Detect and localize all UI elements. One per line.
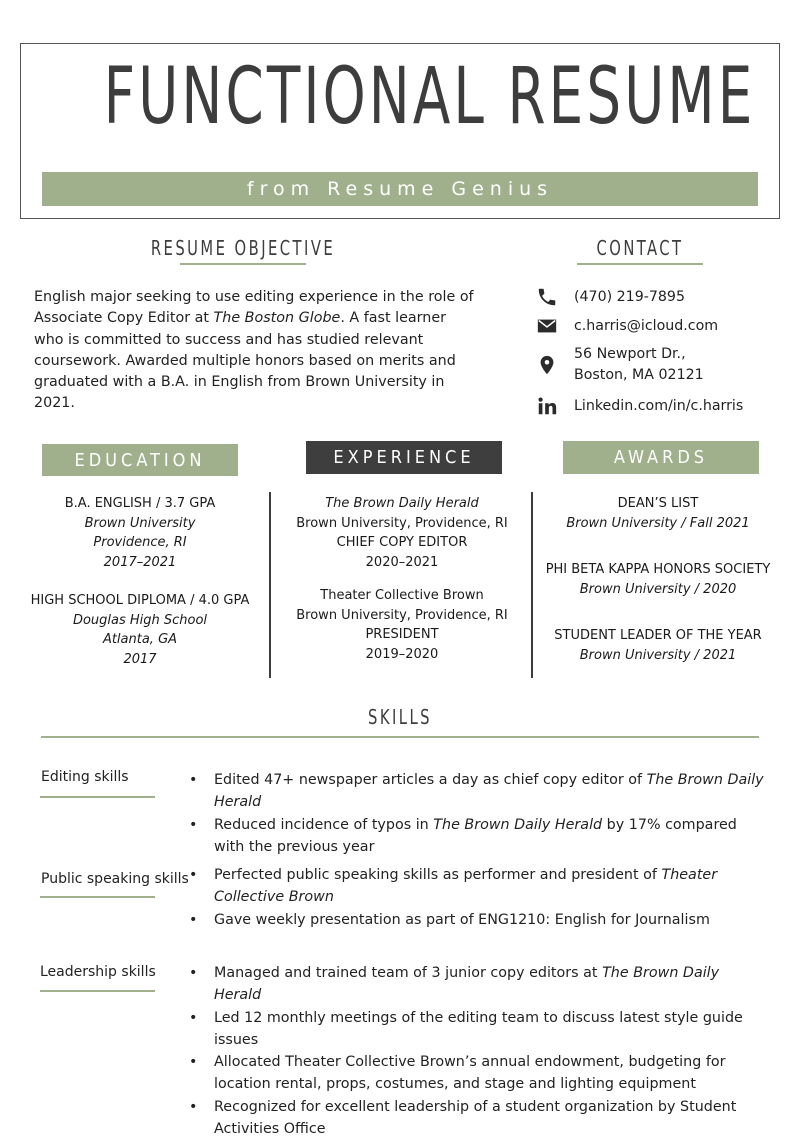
contact-address: 56 Newport Dr., Boston, MA 02121 [574,346,704,383]
education-banner [42,444,238,476]
awards-banner [563,441,759,474]
award-entry: DEAN’S LIST Brown University / Fall 2021 [566,496,750,531]
list-item: • Gave weekly presentation as part of ENG1210: English for Journalism [187,909,767,931]
awards-list [540,494,776,684]
contact-email: c.harris@icloud.com [574,318,719,334]
list-item: • Reduced incidence of typos in The Brown Daily Herald by 17% compared with the previous year [187,814,767,859]
experience-entry: Theater Collective Brown Brown University, Providence, RI PRESIDENT 2019–2020 [296,588,508,662]
editing-skills-list [187,769,767,858]
phone-icon [536,286,558,308]
list-item: • Led 12 monthly meetings of the editing team to discuss latest style guide issues [187,1007,767,1052]
list-item: • Perfected public speaking skills as performer and president of Theater Collective Brown [187,864,767,909]
skills-heading: SKILLS [368,705,432,729]
contact-address-row [536,343,786,387]
contact-heading: CONTACT [596,236,684,260]
resume-subtitle: from Resume Genius [246,178,554,200]
skill-label-rule [40,796,155,798]
objective-text: English major seeking to use editing experience in the role of Associate Copy Editor at The Boston Globe. A fast learner who is committed to success and has studied relevant coursework. Awarded multiple honors based on merits and graduated with a B.A. in English from Brown University in 2021. [34,289,474,412]
location-pin-icon [536,353,558,377]
skill-label-public-speaking: Public speaking skills [41,871,189,887]
skills-rule [41,736,759,738]
experience-banner [306,441,502,474]
awards-heading: AWARDS [613,447,709,468]
award-entry: PHI BETA KAPPA HONORS SOCIETY Brown University / 2020 [545,562,771,597]
contact-email-row [536,314,786,338]
contact-phone-row [536,285,786,309]
award-entry: STUDENT LEADER OF THE YEAR Brown University / 2021 [554,628,762,663]
education-entry: HIGH SCHOOL DIPLOMA / 4.0 GPA Douglas High School Atlanta, GA 2017 [30,593,250,667]
education-list [20,494,260,688]
contact-heading-rule [577,263,703,265]
column-divider [269,492,271,678]
resume-title: FUNCTIONAL RESUME [103,52,756,142]
contact-phone: (470) 219-7895 [574,289,685,305]
education-entry: B.A. ENGLISH / 3.7 GPA Brown University Providence, RI 2017–2021 [64,496,216,570]
education-heading: EDUCATION [74,449,206,471]
experience-entry: The Brown Daily Herald Brown University, Providence, RI CHIEF COPY EDITOR 2020–2021 [296,496,508,570]
skill-label-rule [40,990,155,992]
contact-linkedin-row [536,394,786,418]
envelope-icon [536,315,558,337]
objective-heading-rule [180,263,306,265]
skill-label-rule [40,896,155,898]
public-speaking-skills-list [187,864,767,931]
contact-list [536,285,786,418]
list-item: • Recognized for excellent leadership of a student organization by Student Activities Office [187,1096,767,1140]
leadership-skills-list [187,962,767,1140]
experience-heading: EXPERIENCE [333,447,475,468]
experience-list [276,494,528,683]
list-item: • Managed and trained team of 3 junior copy editors at The Brown Daily Herald [187,962,767,1007]
objective-employer: The Boston Globe [213,310,341,327]
column-divider [531,492,533,678]
list-item: • Edited 47+ newspaper articles a day as chief copy editor of The Brown Daily Herald [187,769,767,814]
skill-label-editing: Editing skills [41,769,129,785]
linkedin-icon [536,395,558,417]
skill-label-leadership: Leadership skills [40,964,156,980]
objective-heading: RESUME OBJECTIVE [150,236,336,260]
list-item: • Allocated Theater Collective Brown’s annual endowment, budgeting for location rental, props, costumes, and stage and lighting equipment [187,1051,767,1096]
contact-linkedin: Linkedin.com/in/c.harris [574,398,744,414]
